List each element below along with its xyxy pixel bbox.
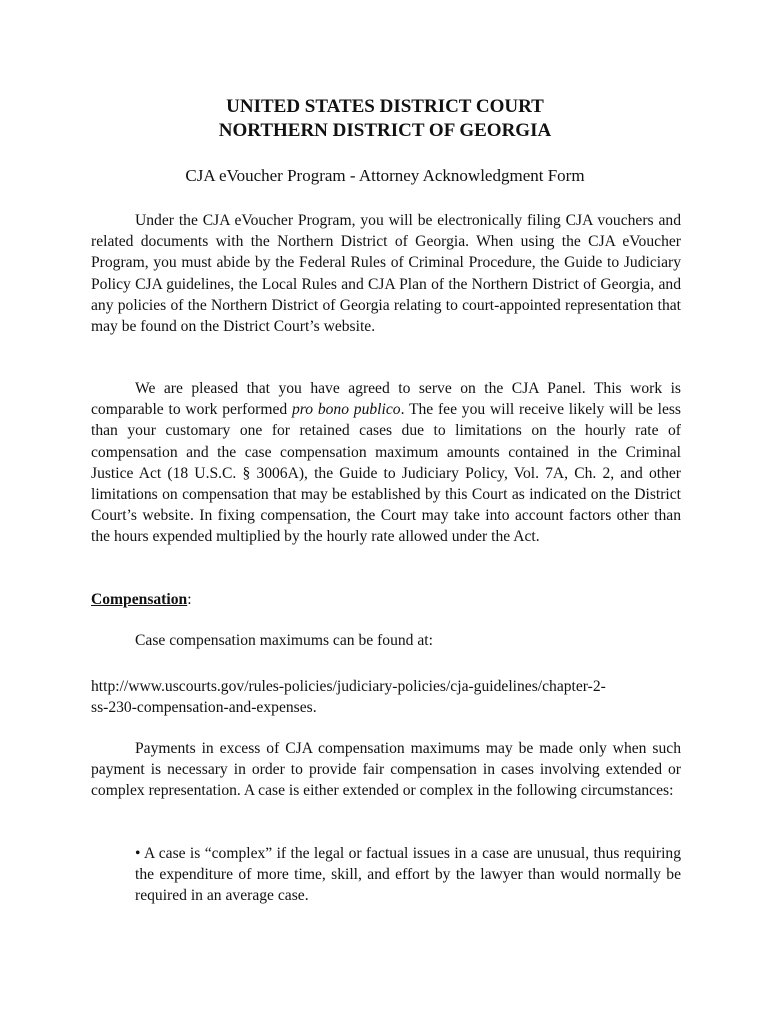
case-compensation-line: Case compensation maximums can be found at: xyxy=(135,632,433,649)
compensation-url-line1: http://www.uscourts.gov/rules-policies/judiciary-policies/cja-guidelines/chapter-2- xyxy=(91,678,606,695)
paragraph-payments-excess: Payments in excess of CJA compensation maximums may be made only when such payment is necessary in order to provide fair compensation in cases involving extended or complex representation. A case is either extended or complex in the following circumstances: xyxy=(91,740,681,800)
compensation-section-heading xyxy=(91,589,192,610)
paragraph-panel-text-start: We are pleased that you have agreed to serve on the CJA Panel. This work is comparable to work performed xyxy=(91,380,681,419)
district-heading: NORTHERN DISTRICT OF GEORGIA xyxy=(218,120,552,141)
paragraph-panel-text-end: . The fee you will receive likely will be less than your customary one for retained cases due to limitations on the hourly rate of compensation and the case compensation maximum amounts contained in the Criminal Justice Act (18 U.S.C. § 3006A), the Guide to Judiciary Policy, Vol. 7A, Ch. 2, and other limitations on compensation that may be established by this Court as indicated on the District Court’s website. In fixing compensation, the Court may take into account factors other than the hours expended multiplied by the hourly rate allowed under the Act. xyxy=(91,401,681,546)
form-title: CJA eVoucher Program - Attorney Acknowledgment Form xyxy=(185,166,585,185)
compensation-url-line2: ss-230-compensation-and-expenses. xyxy=(91,699,317,717)
compensation-heading-text: Compensation xyxy=(91,591,188,608)
compensation-url xyxy=(91,676,686,718)
paragraph-program-intro: Under the CJA eVoucher Program, you will be electronically filing CJA vouchers and related documents with the Northern District of Georgia. When using the CJA eVoucher Program, you must abide by the Federal Rules of Criminal Procedure, the Guide to Judiciary Policy CJA guidelines, the Local Rules and CJA Plan of the Northern District of Georgia, and any policies of the Northern District of Georgia relating to court-appointed representation that may be found on the District Court’s website. xyxy=(91,212,681,336)
pro-bono-italic: pro bono publico xyxy=(291,401,401,419)
bullet-complex-case: • A case is “complex” if the legal or factual issues in a case are unusual, thus requiring the expenditure of more time, skill, and effort by the lawyer than would normally be required in an average case. xyxy=(135,845,681,905)
court-name-heading: UNITED STATES DISTRICT COURT xyxy=(226,96,544,117)
compensation-heading-colon: : xyxy=(187,591,192,608)
paragraph-panel-service xyxy=(91,378,681,548)
